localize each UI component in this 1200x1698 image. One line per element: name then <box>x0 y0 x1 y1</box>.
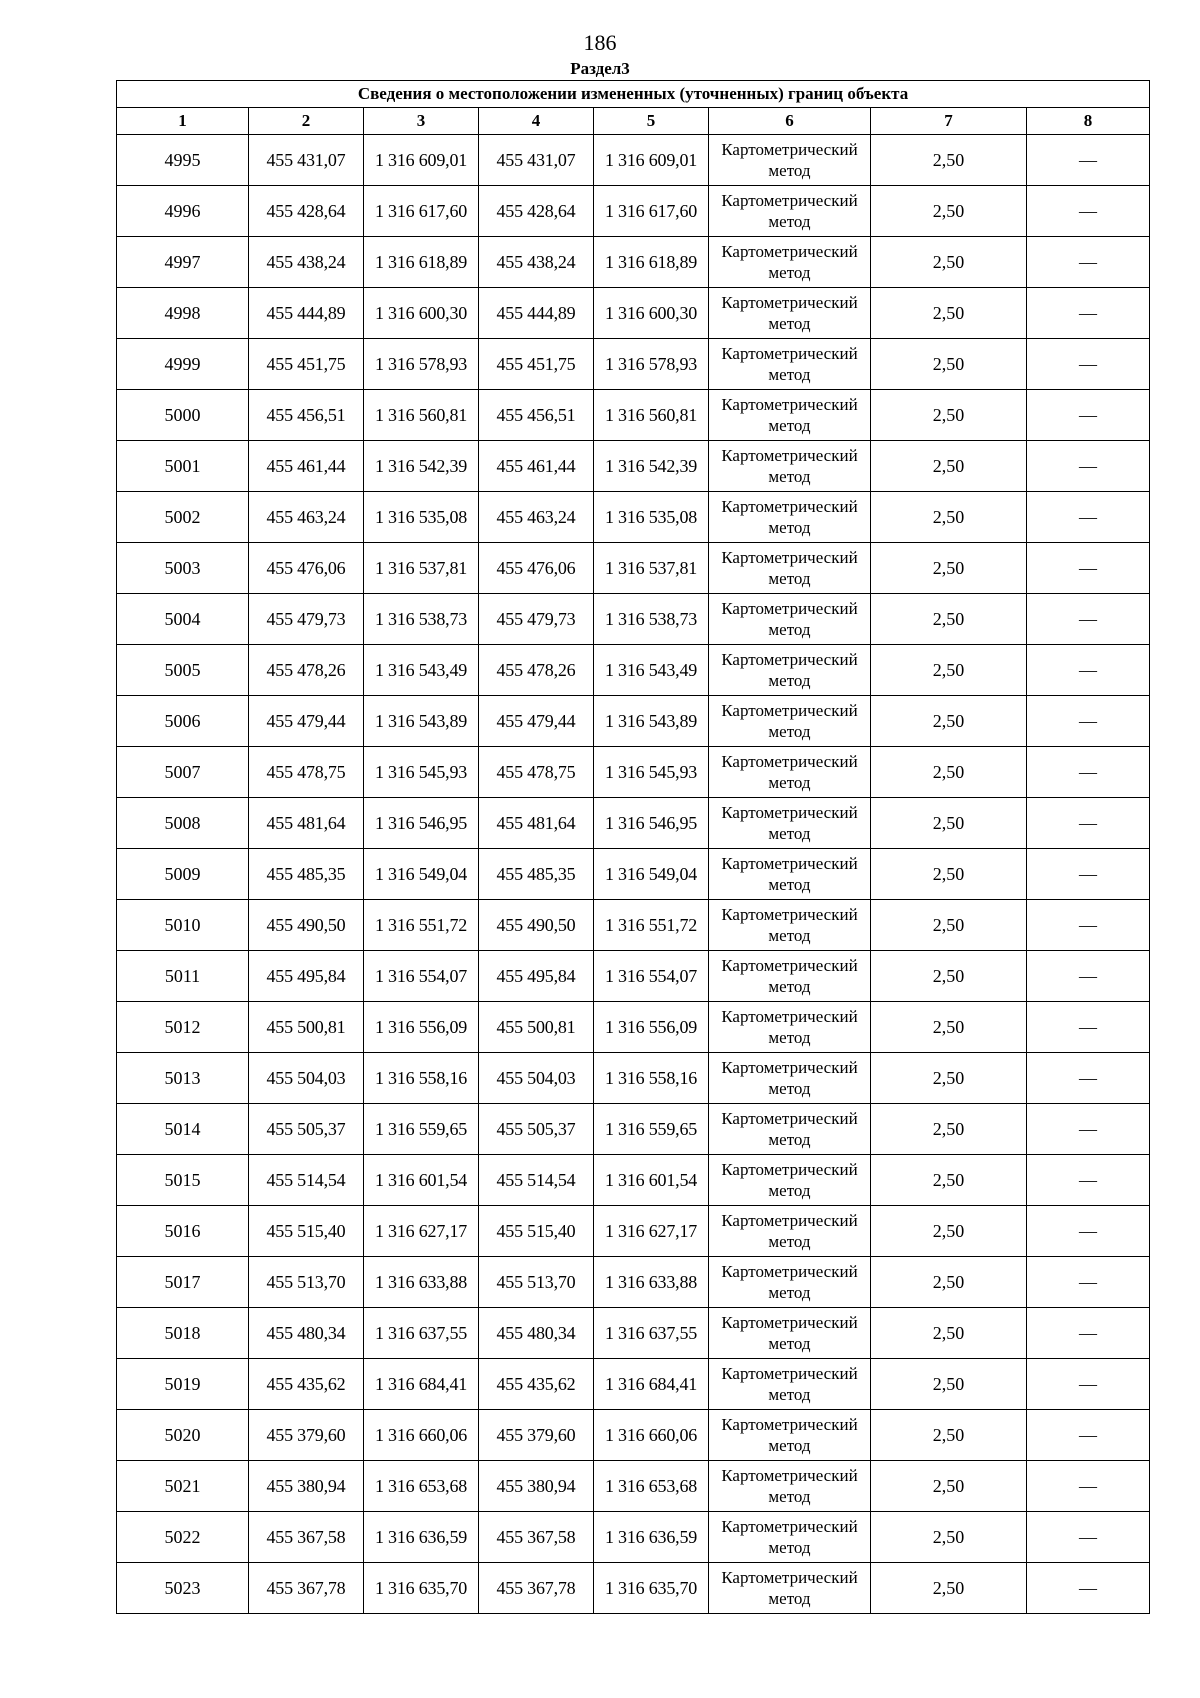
cell-precision: 2,50 <box>871 849 1027 900</box>
cell-description: — <box>1027 186 1150 237</box>
table-row <box>117 1053 1150 1104</box>
cell-description: — <box>1027 1257 1150 1308</box>
cell-x-existing: 455 515,40 <box>249 1206 364 1257</box>
table-row <box>117 1002 1150 1053</box>
cell-y-existing: 1 316 535,08 <box>364 492 479 543</box>
cell-x-existing: 455 480,34 <box>249 1308 364 1359</box>
cell-x-new: 455 505,37 <box>479 1104 594 1155</box>
cell-y-new: 1 316 549,04 <box>594 849 709 900</box>
table-row <box>117 594 1150 645</box>
table-caption: Сведения о местоположении измененных (уточненных) границ объекта <box>117 81 1150 108</box>
cell-x-new: 455 479,73 <box>479 594 594 645</box>
cell-method: Картометрический метод <box>709 1155 871 1206</box>
cell-point-number: 5000 <box>117 390 249 441</box>
cell-precision: 2,50 <box>871 1002 1027 1053</box>
cell-point-number: 5021 <box>117 1461 249 1512</box>
cell-precision: 2,50 <box>871 339 1027 390</box>
cell-description: — <box>1027 1512 1150 1563</box>
cell-y-new: 1 316 684,41 <box>594 1359 709 1410</box>
cell-method: Картометрический метод <box>709 135 871 186</box>
table-row <box>117 1563 1150 1614</box>
cell-y-existing: 1 316 537,81 <box>364 543 479 594</box>
cell-y-existing: 1 316 653,68 <box>364 1461 479 1512</box>
cell-description: — <box>1027 339 1150 390</box>
cell-point-number: 5022 <box>117 1512 249 1563</box>
cell-method: Картометрический метод <box>709 849 871 900</box>
cell-x-new: 455 435,62 <box>479 1359 594 1410</box>
cell-x-new: 455 456,51 <box>479 390 594 441</box>
cell-x-new: 455 513,70 <box>479 1257 594 1308</box>
cell-point-number: 5008 <box>117 798 249 849</box>
cell-x-new: 455 379,60 <box>479 1410 594 1461</box>
cell-y-existing: 1 316 627,17 <box>364 1206 479 1257</box>
section-title: Раздел3 <box>570 59 630 78</box>
cell-x-existing: 455 500,81 <box>249 1002 364 1053</box>
table-row <box>117 288 1150 339</box>
cell-y-existing: 1 316 660,06 <box>364 1410 479 1461</box>
cell-y-existing: 1 316 635,70 <box>364 1563 479 1614</box>
column-header-2: 2 <box>249 108 364 135</box>
cell-precision: 2,50 <box>871 1410 1027 1461</box>
table-row <box>117 1206 1150 1257</box>
column-header-1: 1 <box>117 108 249 135</box>
cell-y-new: 1 316 601,54 <box>594 1155 709 1206</box>
cell-point-number: 5019 <box>117 1359 249 1410</box>
cell-x-existing: 455 379,60 <box>249 1410 364 1461</box>
cell-x-existing: 455 505,37 <box>249 1104 364 1155</box>
cell-description: — <box>1027 237 1150 288</box>
cell-method: Картометрический метод <box>709 186 871 237</box>
cell-method: Картометрический метод <box>709 594 871 645</box>
cell-method: Картометрический метод <box>709 492 871 543</box>
cell-x-existing: 455 485,35 <box>249 849 364 900</box>
cell-description: — <box>1027 849 1150 900</box>
cell-method: Картометрический метод <box>709 696 871 747</box>
cell-y-existing: 1 316 617,60 <box>364 186 479 237</box>
cell-precision: 2,50 <box>871 1257 1027 1308</box>
cell-point-number: 5001 <box>117 441 249 492</box>
table-row <box>117 849 1150 900</box>
cell-point-number: 5015 <box>117 1155 249 1206</box>
cell-method: Картометрический метод <box>709 1359 871 1410</box>
cell-description: — <box>1027 1104 1150 1155</box>
cell-method: Картометрический метод <box>709 1563 871 1614</box>
cell-y-existing: 1 316 543,89 <box>364 696 479 747</box>
cell-description: — <box>1027 1002 1150 1053</box>
cell-y-new: 1 316 627,17 <box>594 1206 709 1257</box>
cell-precision: 2,50 <box>871 186 1027 237</box>
cell-description: — <box>1027 1308 1150 1359</box>
cell-y-new: 1 316 559,65 <box>594 1104 709 1155</box>
table-row <box>117 441 1150 492</box>
cell-method: Картометрический метод <box>709 543 871 594</box>
cell-description: — <box>1027 1461 1150 1512</box>
cell-y-existing: 1 316 637,55 <box>364 1308 479 1359</box>
cell-x-new: 455 485,35 <box>479 849 594 900</box>
cell-description: — <box>1027 900 1150 951</box>
cell-y-existing: 1 316 554,07 <box>364 951 479 1002</box>
cell-point-number: 4999 <box>117 339 249 390</box>
cell-precision: 2,50 <box>871 1461 1027 1512</box>
table-row <box>117 390 1150 441</box>
cell-point-number: 4996 <box>117 186 249 237</box>
cell-point-number: 5016 <box>117 1206 249 1257</box>
cell-description: — <box>1027 1206 1150 1257</box>
cell-x-existing: 455 476,06 <box>249 543 364 594</box>
cell-y-existing: 1 316 543,49 <box>364 645 479 696</box>
cell-method: Картометрический метод <box>709 1257 871 1308</box>
cell-precision: 2,50 <box>871 1359 1027 1410</box>
cell-method: Картометрический метод <box>709 1206 871 1257</box>
cell-y-new: 1 316 537,81 <box>594 543 709 594</box>
cell-description: — <box>1027 492 1150 543</box>
table-row <box>117 186 1150 237</box>
cell-y-new: 1 316 538,73 <box>594 594 709 645</box>
cell-description: — <box>1027 390 1150 441</box>
cell-x-existing: 455 428,64 <box>249 186 364 237</box>
column-header-5: 5 <box>594 108 709 135</box>
cell-y-new: 1 316 633,88 <box>594 1257 709 1308</box>
cell-precision: 2,50 <box>871 390 1027 441</box>
cell-x-existing: 455 431,07 <box>249 135 364 186</box>
cell-y-new: 1 316 653,68 <box>594 1461 709 1512</box>
cell-description: — <box>1027 951 1150 1002</box>
cell-y-existing: 1 316 636,59 <box>364 1512 479 1563</box>
cell-y-existing: 1 316 556,09 <box>364 1002 479 1053</box>
cell-x-existing: 455 367,58 <box>249 1512 364 1563</box>
cell-x-existing: 455 380,94 <box>249 1461 364 1512</box>
table-body <box>117 135 1150 1614</box>
cell-point-number: 5014 <box>117 1104 249 1155</box>
cell-method: Картометрический метод <box>709 1308 871 1359</box>
cell-x-existing: 455 478,26 <box>249 645 364 696</box>
cell-x-new: 455 478,26 <box>479 645 594 696</box>
cell-x-new: 455 478,75 <box>479 747 594 798</box>
cell-y-existing: 1 316 538,73 <box>364 594 479 645</box>
page-number: 186 <box>583 30 617 55</box>
table-row <box>117 1155 1150 1206</box>
cell-method: Картометрический метод <box>709 390 871 441</box>
cell-y-new: 1 316 556,09 <box>594 1002 709 1053</box>
cell-y-existing: 1 316 558,16 <box>364 1053 479 1104</box>
cell-description: — <box>1027 1053 1150 1104</box>
cell-description: — <box>1027 1410 1150 1461</box>
table-row <box>117 543 1150 594</box>
cell-point-number: 4995 <box>117 135 249 186</box>
cell-precision: 2,50 <box>871 288 1027 339</box>
cell-x-existing: 455 490,50 <box>249 900 364 951</box>
cell-precision: 2,50 <box>871 441 1027 492</box>
cell-x-new: 455 500,81 <box>479 1002 594 1053</box>
cell-x-existing: 455 479,44 <box>249 696 364 747</box>
cell-method: Картометрический метод <box>709 288 871 339</box>
cell-y-new: 1 316 637,55 <box>594 1308 709 1359</box>
cell-method: Картометрический метод <box>709 645 871 696</box>
cell-precision: 2,50 <box>871 696 1027 747</box>
table-row <box>117 798 1150 849</box>
cell-method: Картометрический метод <box>709 1104 871 1155</box>
cell-y-new: 1 316 618,89 <box>594 237 709 288</box>
cell-y-new: 1 316 609,01 <box>594 135 709 186</box>
cell-y-existing: 1 316 609,01 <box>364 135 479 186</box>
cell-description: — <box>1027 696 1150 747</box>
cell-precision: 2,50 <box>871 1155 1027 1206</box>
cell-y-new: 1 316 542,39 <box>594 441 709 492</box>
cell-y-new: 1 316 546,95 <box>594 798 709 849</box>
cell-method: Картометрический метод <box>709 1053 871 1104</box>
cell-x-new: 455 480,34 <box>479 1308 594 1359</box>
coordinates-table <box>116 80 1150 1614</box>
table-row <box>117 747 1150 798</box>
cell-point-number: 5007 <box>117 747 249 798</box>
cell-x-new: 455 431,07 <box>479 135 594 186</box>
cell-y-existing: 1 316 560,81 <box>364 390 479 441</box>
cell-x-new: 455 479,44 <box>479 696 594 747</box>
cell-y-existing: 1 316 545,93 <box>364 747 479 798</box>
cell-x-existing: 455 456,51 <box>249 390 364 441</box>
cell-description: — <box>1027 1155 1150 1206</box>
cell-x-existing: 455 478,75 <box>249 747 364 798</box>
cell-precision: 2,50 <box>871 1308 1027 1359</box>
cell-precision: 2,50 <box>871 594 1027 645</box>
cell-precision: 2,50 <box>871 900 1027 951</box>
table-row <box>117 1461 1150 1512</box>
cell-description: — <box>1027 594 1150 645</box>
cell-y-new: 1 316 635,70 <box>594 1563 709 1614</box>
cell-description: — <box>1027 747 1150 798</box>
cell-y-existing: 1 316 551,72 <box>364 900 479 951</box>
cell-description: — <box>1027 645 1150 696</box>
cell-precision: 2,50 <box>871 543 1027 594</box>
table-row <box>117 900 1150 951</box>
cell-y-existing: 1 316 601,54 <box>364 1155 479 1206</box>
cell-description: — <box>1027 543 1150 594</box>
cell-method: Картометрический метод <box>709 339 871 390</box>
table-row <box>117 1512 1150 1563</box>
cell-y-existing: 1 316 546,95 <box>364 798 479 849</box>
cell-x-new: 455 515,40 <box>479 1206 594 1257</box>
cell-precision: 2,50 <box>871 492 1027 543</box>
cell-y-new: 1 316 578,93 <box>594 339 709 390</box>
cell-x-existing: 455 479,73 <box>249 594 364 645</box>
table-row <box>117 1257 1150 1308</box>
cell-precision: 2,50 <box>871 237 1027 288</box>
column-header-8: 8 <box>1027 108 1150 135</box>
cell-y-new: 1 316 558,16 <box>594 1053 709 1104</box>
column-header-7: 7 <box>871 108 1027 135</box>
cell-point-number: 4998 <box>117 288 249 339</box>
cell-x-new: 455 444,89 <box>479 288 594 339</box>
cell-precision: 2,50 <box>871 1104 1027 1155</box>
cell-description: — <box>1027 288 1150 339</box>
cell-point-number: 5003 <box>117 543 249 594</box>
cell-precision: 2,50 <box>871 747 1027 798</box>
column-header-3: 3 <box>364 108 479 135</box>
cell-method: Картометрический метод <box>709 1410 871 1461</box>
cell-precision: 2,50 <box>871 1512 1027 1563</box>
cell-x-existing: 455 438,24 <box>249 237 364 288</box>
cell-description: — <box>1027 1563 1150 1614</box>
cell-description: — <box>1027 135 1150 186</box>
cell-x-new: 455 463,24 <box>479 492 594 543</box>
cell-x-existing: 455 367,78 <box>249 1563 364 1614</box>
table-row <box>117 951 1150 1002</box>
column-header-6: 6 <box>709 108 871 135</box>
cell-y-existing: 1 316 633,88 <box>364 1257 479 1308</box>
cell-point-number: 5004 <box>117 594 249 645</box>
cell-y-new: 1 316 554,07 <box>594 951 709 1002</box>
cell-x-existing: 455 461,44 <box>249 441 364 492</box>
cell-point-number: 5020 <box>117 1410 249 1461</box>
cell-x-new: 455 495,84 <box>479 951 594 1002</box>
cell-x-new: 455 476,06 <box>479 543 594 594</box>
cell-method: Картометрический метод <box>709 441 871 492</box>
cell-x-existing: 455 504,03 <box>249 1053 364 1104</box>
cell-point-number: 5017 <box>117 1257 249 1308</box>
cell-precision: 2,50 <box>871 1206 1027 1257</box>
cell-y-new: 1 316 560,81 <box>594 390 709 441</box>
cell-y-new: 1 316 660,06 <box>594 1410 709 1461</box>
cell-x-new: 455 367,58 <box>479 1512 594 1563</box>
table-row <box>117 492 1150 543</box>
cell-x-existing: 455 435,62 <box>249 1359 364 1410</box>
cell-x-new: 455 461,44 <box>479 441 594 492</box>
cell-point-number: 5010 <box>117 900 249 951</box>
cell-precision: 2,50 <box>871 135 1027 186</box>
cell-y-new: 1 316 543,89 <box>594 696 709 747</box>
cell-method: Картометрический метод <box>709 1002 871 1053</box>
cell-y-existing: 1 316 542,39 <box>364 441 479 492</box>
cell-y-existing: 1 316 559,65 <box>364 1104 479 1155</box>
cell-description: — <box>1027 1359 1150 1410</box>
cell-x-existing: 455 451,75 <box>249 339 364 390</box>
cell-x-new: 455 438,24 <box>479 237 594 288</box>
cell-precision: 2,50 <box>871 1563 1027 1614</box>
cell-y-existing: 1 316 600,30 <box>364 288 479 339</box>
cell-x-existing: 455 514,54 <box>249 1155 364 1206</box>
cell-point-number: 5012 <box>117 1002 249 1053</box>
cell-method: Картометрический метод <box>709 798 871 849</box>
cell-precision: 2,50 <box>871 1053 1027 1104</box>
cell-x-new: 455 451,75 <box>479 339 594 390</box>
cell-x-existing: 455 463,24 <box>249 492 364 543</box>
cell-x-existing: 455 513,70 <box>249 1257 364 1308</box>
cell-y-new: 1 316 617,60 <box>594 186 709 237</box>
cell-point-number: 5011 <box>117 951 249 1002</box>
column-header-4: 4 <box>479 108 594 135</box>
cell-y-existing: 1 316 618,89 <box>364 237 479 288</box>
table-row <box>117 1104 1150 1155</box>
table-row <box>117 339 1150 390</box>
cell-point-number: 5006 <box>117 696 249 747</box>
table-row <box>117 1359 1150 1410</box>
cell-method: Картометрический метод <box>709 747 871 798</box>
cell-point-number: 5009 <box>117 849 249 900</box>
cell-point-number: 5002 <box>117 492 249 543</box>
cell-y-new: 1 316 535,08 <box>594 492 709 543</box>
cell-x-existing: 455 495,84 <box>249 951 364 1002</box>
cell-method: Картометрический метод <box>709 900 871 951</box>
cell-method: Картометрический метод <box>709 237 871 288</box>
cell-x-new: 455 367,78 <box>479 1563 594 1614</box>
cell-y-new: 1 316 545,93 <box>594 747 709 798</box>
table-row <box>117 135 1150 186</box>
cell-y-new: 1 316 543,49 <box>594 645 709 696</box>
cell-description: — <box>1027 798 1150 849</box>
table-header-row <box>117 108 1150 135</box>
cell-x-new: 455 504,03 <box>479 1053 594 1104</box>
cell-description: — <box>1027 441 1150 492</box>
cell-point-number: 5023 <box>117 1563 249 1614</box>
cell-method: Картометрический метод <box>709 1461 871 1512</box>
cell-y-new: 1 316 636,59 <box>594 1512 709 1563</box>
cell-y-existing: 1 316 549,04 <box>364 849 479 900</box>
cell-point-number: 5013 <box>117 1053 249 1104</box>
cell-precision: 2,50 <box>871 951 1027 1002</box>
cell-point-number: 5005 <box>117 645 249 696</box>
cell-y-new: 1 316 551,72 <box>594 900 709 951</box>
table-row <box>117 696 1150 747</box>
cell-x-existing: 455 444,89 <box>249 288 364 339</box>
cell-x-new: 455 380,94 <box>479 1461 594 1512</box>
table-row <box>117 237 1150 288</box>
cell-point-number: 4997 <box>117 237 249 288</box>
cell-precision: 2,50 <box>871 645 1027 696</box>
cell-x-new: 455 428,64 <box>479 186 594 237</box>
cell-y-existing: 1 316 578,93 <box>364 339 479 390</box>
cell-x-new: 455 481,64 <box>479 798 594 849</box>
cell-precision: 2,50 <box>871 798 1027 849</box>
cell-method: Картометрический метод <box>709 951 871 1002</box>
table-row <box>117 1410 1150 1461</box>
cell-x-existing: 455 481,64 <box>249 798 364 849</box>
table-row <box>117 1308 1150 1359</box>
cell-point-number: 5018 <box>117 1308 249 1359</box>
cell-x-new: 455 490,50 <box>479 900 594 951</box>
cell-y-existing: 1 316 684,41 <box>364 1359 479 1410</box>
table-row <box>117 645 1150 696</box>
cell-y-new: 1 316 600,30 <box>594 288 709 339</box>
cell-method: Картометрический метод <box>709 1512 871 1563</box>
cell-x-new: 455 514,54 <box>479 1155 594 1206</box>
